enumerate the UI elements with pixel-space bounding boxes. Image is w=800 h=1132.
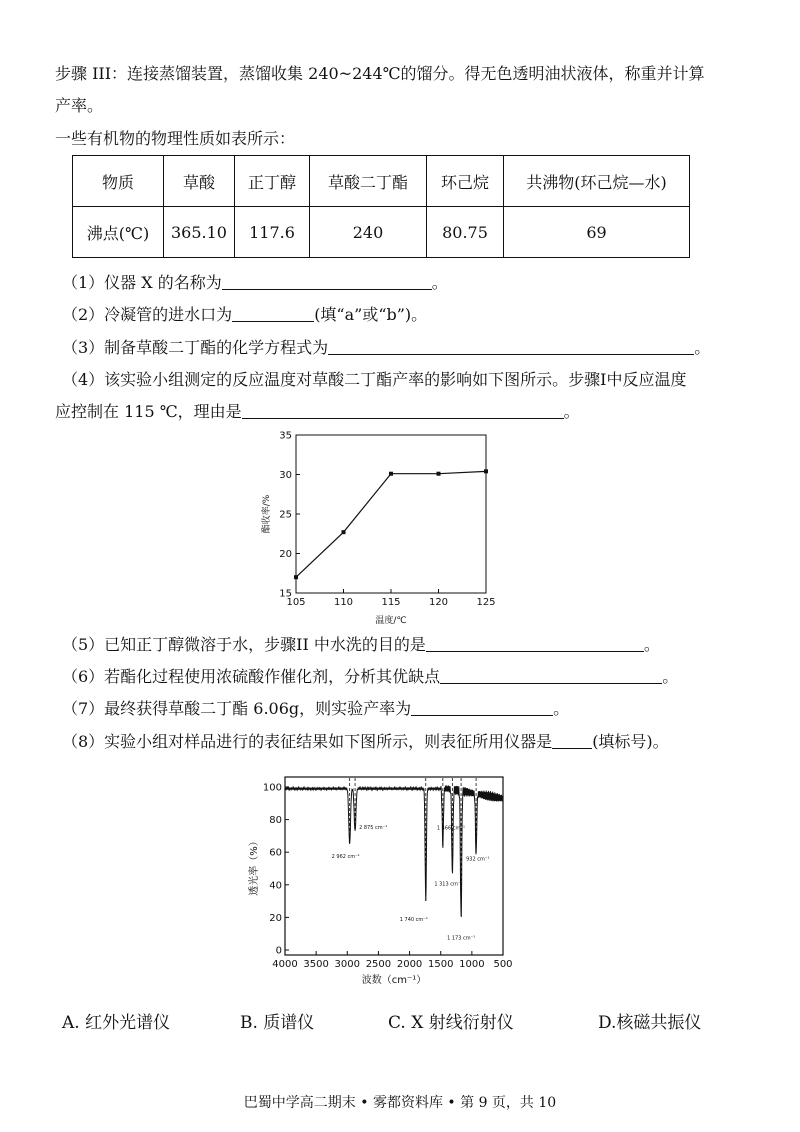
answer-blank[interactable] — [232, 305, 314, 322]
question-text: 。 — [563, 402, 580, 421]
table-cell: 草酸二丁酯 — [310, 156, 427, 207]
data-point — [484, 469, 488, 473]
peak-label: 1 466 cm⁻¹ — [436, 825, 466, 832]
x-tick-label: 4000 — [272, 959, 298, 970]
answer-blank[interactable] — [552, 732, 592, 749]
table-cell: 物质 — [73, 156, 164, 207]
option-c[interactable]: C. X 射线衍射仪 — [388, 1013, 514, 1033]
x-tick-label: 2000 — [396, 959, 423, 970]
table-cell: 环己烷 — [427, 156, 504, 207]
question-text: 。 — [553, 699, 570, 718]
peak-label: 2 875 cm⁻¹ — [359, 825, 388, 832]
yield-series-line — [296, 471, 486, 577]
table-cell: 沸点(℃) — [73, 207, 164, 258]
question-8 — [62, 731, 669, 753]
y-tick-label: 35 — [279, 430, 292, 442]
answer-blank[interactable] — [411, 699, 553, 716]
question-text: （7）最终获得草酸二丁酯 6.06g，则实验产率为 — [62, 699, 412, 718]
y-axis-label: 透光率（%） — [249, 836, 260, 896]
question-text: （8）实验小组对样品进行的表征结果如下图所示，则表征所用仪器是 — [62, 732, 553, 751]
table-cell: 共沸物(环己烷—水) — [504, 156, 690, 207]
answer-blank[interactable] — [440, 667, 662, 684]
y-tick-label: 20 — [269, 912, 282, 924]
table-header-row — [73, 156, 690, 207]
y-tick-label: 15 — [279, 588, 292, 600]
yield-temperature-chart — [255, 425, 510, 630]
x-tick-label: 120 — [428, 597, 449, 608]
plot-frame — [285, 777, 503, 955]
step3-text-line1: 步骤 III：连接蒸馏装置，蒸馏收集 240~244℃的馏分。得无色透明油状液体，称重并计算 — [55, 64, 705, 83]
question-text: 。 — [694, 338, 711, 357]
question-text: （5）已知正丁醇微溶于水，步骤II 中水洗的目的是 — [62, 635, 426, 654]
table-cell: 草酸 — [164, 156, 235, 207]
option-d[interactable]: D.核磁共振仪 — [598, 1013, 702, 1033]
x-tick-label: 1500 — [427, 959, 454, 970]
option-b[interactable]: B. 质谱仪 — [240, 1013, 315, 1033]
x-tick-label: 125 — [476, 597, 496, 608]
peak-label: 1 173 cm⁻¹ — [447, 935, 476, 942]
x-tick-label: 2500 — [365, 959, 392, 970]
question-text: 。 — [643, 635, 660, 654]
y-tick-label: 80 — [269, 815, 282, 827]
table-cell: 240 — [310, 207, 427, 258]
question-text: （6）若酯化过程使用浓硫酸作催化剂，分析其优缺点 — [62, 667, 441, 686]
question-4-line2 — [55, 401, 580, 423]
question-5 — [62, 634, 660, 656]
y-tick-label: 100 — [262, 782, 282, 794]
peak-label: 932 cm⁻¹ — [466, 856, 490, 863]
x-tick-label: 3500 — [303, 959, 329, 970]
question-3 — [62, 337, 710, 359]
question-text: （2）冷凝管的进水口为 — [62, 305, 233, 324]
table-row — [73, 207, 690, 258]
data-point — [437, 472, 441, 476]
data-point — [389, 472, 393, 476]
peak-label: 1 313 cm⁻¹ — [434, 881, 463, 888]
question-2 — [62, 304, 427, 326]
table-cell: 365.10 — [164, 207, 235, 258]
x-tick-label: 110 — [333, 597, 354, 608]
plot-frame — [296, 435, 486, 593]
option-a[interactable]: A. 红外光谱仪 — [62, 1013, 171, 1033]
question-text: 。 — [662, 667, 679, 686]
x-tick-label: 1000 — [459, 959, 485, 970]
question-4-line1: （4）该实验小组测定的反应温度对草酸二丁酯产率的影响如下图所示。步骤I中反应温度 — [62, 370, 687, 389]
ir-spectrum-chart — [245, 770, 520, 990]
answer-blank[interactable] — [426, 635, 644, 652]
data-point — [342, 530, 346, 534]
table-intro: 一些有机物的物理性质如表所示： — [55, 129, 296, 148]
peak-label: 2 962 cm⁻¹ — [331, 854, 360, 861]
question-text: （1）仪器 X 的名称为 — [62, 273, 222, 292]
x-tick-label: 3000 — [334, 959, 361, 970]
y-tick-label: 0 — [275, 945, 282, 957]
y-tick-label: 60 — [269, 847, 282, 859]
y-axis-label: 酯收率/% — [262, 494, 272, 534]
table-cell: 117.6 — [235, 207, 310, 258]
page-footer: 巴蜀中学高二期末 • 雾都资料库 • 第 9 页，共 10 — [243, 1095, 557, 1111]
step3-text-line2: 产率。 — [55, 96, 104, 115]
peak-label: 1 740 cm⁻¹ — [399, 917, 428, 924]
question-text: (填标号)。 — [592, 732, 669, 751]
data-point — [294, 575, 298, 579]
question-text: （3）制备草酸二丁酯的化学方程式为 — [62, 338, 329, 357]
y-tick-label: 40 — [269, 880, 282, 892]
table-cell: 80.75 — [427, 207, 504, 258]
question-7 — [62, 698, 569, 720]
ir-spectrum-line — [285, 786, 503, 918]
table-cell: 正丁醇 — [235, 156, 310, 207]
y-tick-label: 30 — [279, 470, 292, 481]
x-tick-label: 115 — [381, 597, 401, 608]
x-tick-label: 500 — [493, 959, 513, 970]
question-6 — [62, 666, 678, 688]
table-cell: 69 — [504, 207, 690, 258]
answer-blank[interactable] — [328, 338, 694, 355]
question-text: 。 — [431, 273, 448, 292]
question-text: 应控制在 115 ℃，理由是 — [55, 402, 242, 421]
answer-blank[interactable] — [242, 402, 564, 419]
x-tick-label: 105 — [286, 597, 306, 608]
x-axis-label: 温度/℃ — [375, 616, 407, 626]
answer-blank[interactable] — [222, 273, 432, 290]
y-tick-label: 20 — [279, 549, 292, 560]
y-tick-label: 25 — [279, 509, 292, 521]
question-text: (填“a”或“b”)。 — [314, 305, 428, 324]
properties-table — [72, 155, 690, 258]
x-axis-label: 波数（cm⁻¹） — [361, 975, 427, 986]
question-1 — [62, 272, 448, 294]
